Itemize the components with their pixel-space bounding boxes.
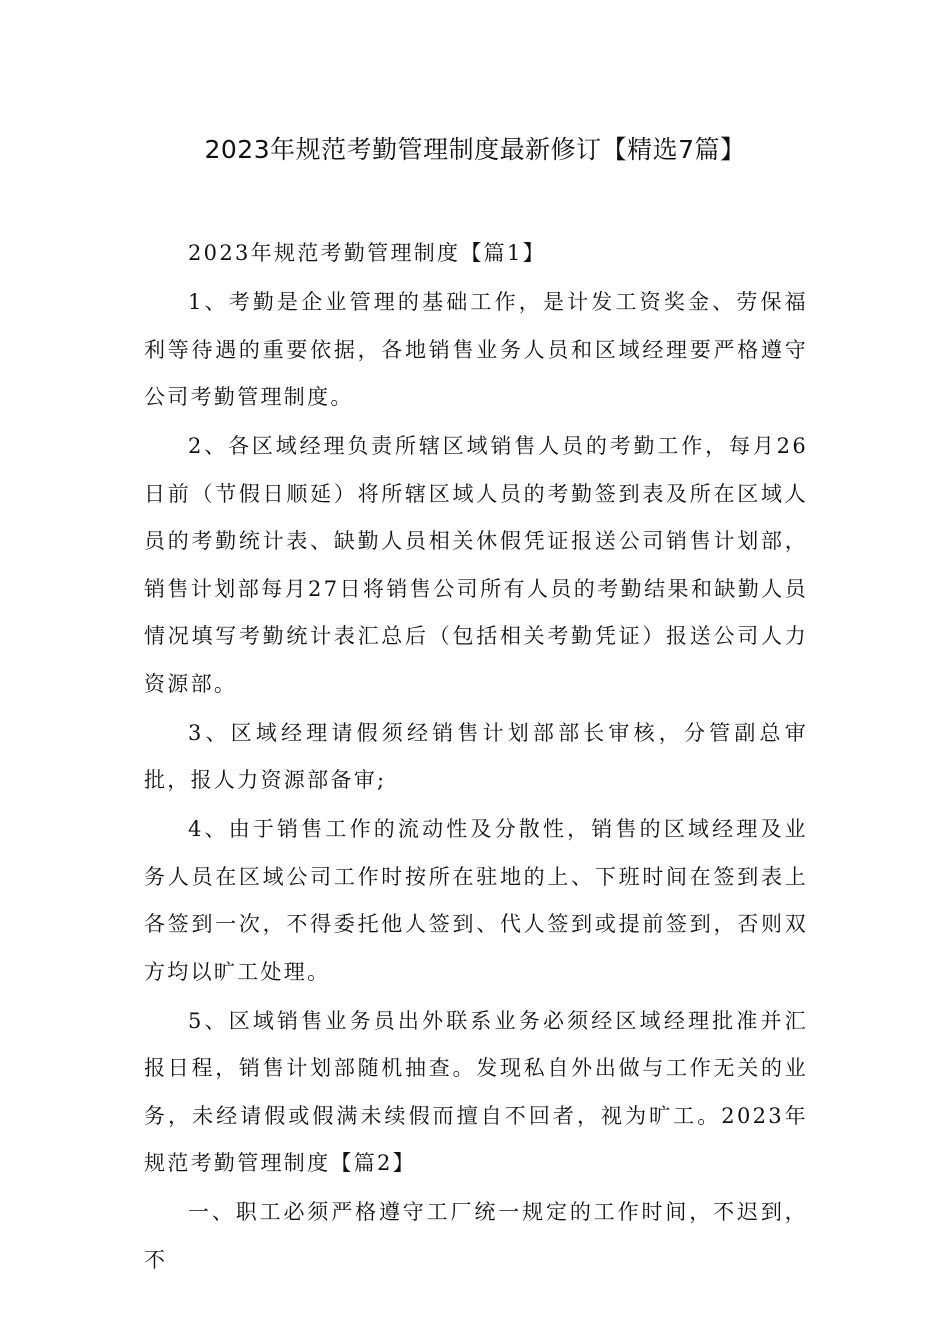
paragraph: 1、考勤是企业管理的基础工作，是计发工资奖金、劳保福利等待遇的重要依据，各地销售业务人员和区域经理要严格遵守公司考勤管理制度。	[144, 290, 808, 409]
document-body	[144, 230, 808, 1286]
paragraph: 5、区域销售业务员出外联系业务必须经区域经理批准并汇报日程，销售计划部随机抽查。发现私自外出做与工作无关的业务，未经请假或假满未续假而擅自不回者，视为旷工。2023年规范考勤管理制度【篇2】	[144, 1008, 808, 1175]
paragraph: 4、由于销售工作的流动性及分散性，销售的区域经理及业务人员在区域公司工作时按所在驻地的上、下班时间在签到表上各签到一次，不得委托他人签到、代人签到或提前签到，否则双方均以旷工处理。	[144, 817, 808, 984]
paragraph: 3、区域经理请假须经销售计划部部长审核，分管副总审批，报人力资源部备审;	[144, 720, 808, 792]
document-title: 2023年规范考勤管理制度最新修订【精选7篇】	[204, 135, 746, 164]
section-heading: 2023年规范考勤管理制度【篇1】	[188, 241, 546, 265]
paragraph: 一、职工必须严格遵守工厂统一规定的工作时间，不迟到，不	[144, 1200, 808, 1272]
paragraph: 2、各区域经理负责所辖区域销售人员的考勤工作，每月26日前（节假日顺延）将所辖区域人员的考勤签到表及所在区域人员的考勤统计表、缺勤人员相关休假凭证报送公司销售计划部，销售计划部每月27日将销售公司所有人员的考勤结果和缺勤人员情况填写考勤统计表汇总后（包括相关考勤凭证）报送公司人力资源部。	[144, 434, 808, 696]
